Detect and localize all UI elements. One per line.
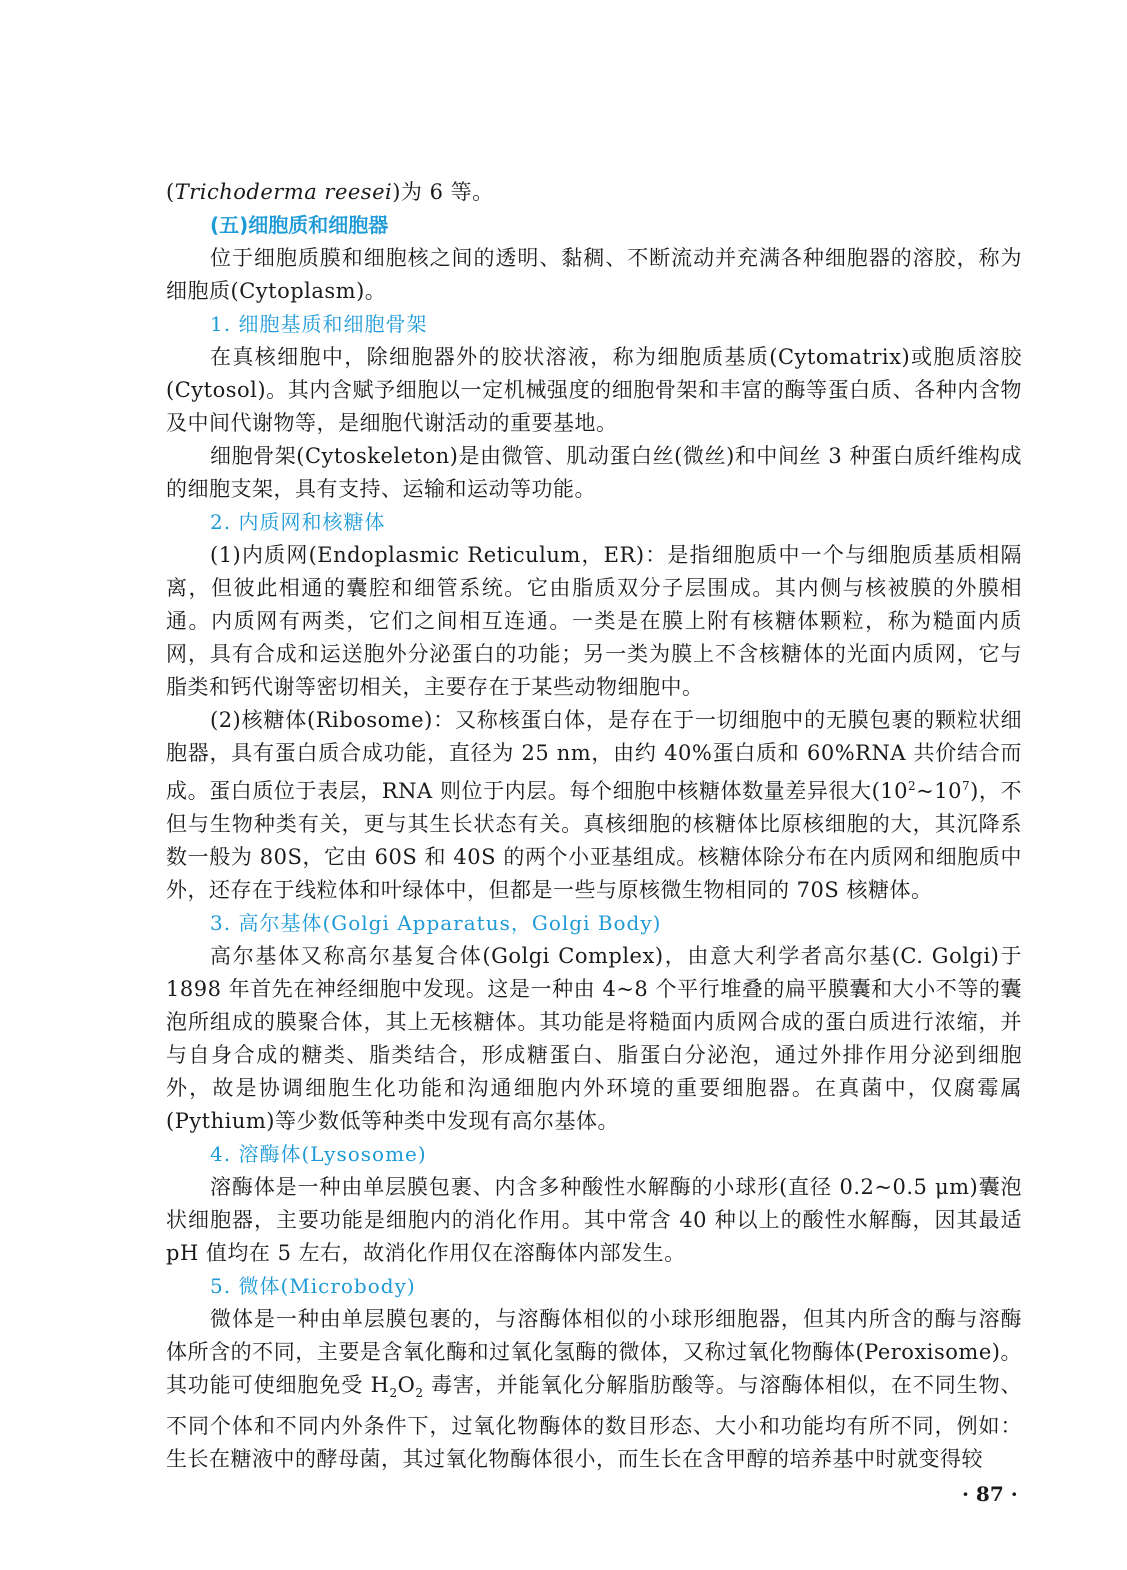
paragraph-cytoplasm: 位于细胞质膜和细胞核之间的透明、黏稠、不断流动并充满各种细胞器的溶胶，称为细胞质(Cytoplasm)。 xyxy=(166,246,1022,303)
paragraph-cytomatrix: 在真核细胞中，除细胞器外的胶状溶液，称为细胞质基质(Cytomatrix)或胞质溶胶(Cytosol)。其内含赋予细胞以一定机械强度的细胞骨架和丰富的酶等蛋白质、各种内含物及中间代谢物等，是细胞代谢活动的重要基地。 xyxy=(166,345,1022,435)
subheading-er-ribosome: 2. 内质网和核糖体 xyxy=(210,510,386,534)
subheading-microbody: 5. 微体(Microbody) xyxy=(210,1274,416,1298)
subheading-cytomatrix: 1. 细胞基质和细胞骨架 xyxy=(210,312,428,336)
paragraph-golgi: 高尔基体又称高尔基复合体(Golgi Complex)，由意大利学者高尔基(C. Golgi)于 1898 年首先在神经细胞中发现。这是一种由 4~8 个平行堆叠的扁平膜囊和大小不等的囊泡所组成的膜聚合体，其上无核糖体。其功能是将糙面内质网合成的蛋白质进行浓缩，并与自身合成的糖类、脂类结合，形成糖蛋白、脂蛋白分泌泡，通过外排作用分泌到细胞外，故是协调细胞生化功能和沟通细胞内外环境的重要细胞器。在真菌中，仅腐霉属(Pythium)等少数低等种类中发现有高尔基体。 xyxy=(166,944,1022,1133)
paragraph-continuation: (Trichoderma reesei)为 6 等。 xyxy=(166,180,494,204)
paragraph-er: (1)内质网(Endoplasmic Reticulum，ER)：是指细胞质中一个与细胞质基质相隔离，但彼此相通的囊腔和细管系统。它由脂质双分子层围成。其内侧与核被膜的外膜相通。内质网有两类，它们之间相互连通。一类是在膜上附有核糖体颗粒，称为糙面内质网，具有合成和运送胞外分泌蛋白的功能；另一类为膜上不含核糖体的光面内质网，它与脂类和钙代谢等密切相关，主要存在于某些动物细胞中。 xyxy=(166,543,1022,699)
paragraph-ribosome: (2)核糖体(Ribosome)：又称核蛋白体，是存在于一切细胞中的无膜包裹的颗粒状细胞器，具有蛋白质合成功能，直径为 25 nm，由约 40%蛋白质和 60%RNA 共价结合而成。蛋白质位于表层，RNA 则位于内层。每个细胞中核糖体数量差异很大$(10^2\sim 10^7)$，不但与生物种类有关，更与其生长状态有关。真核细胞的核糖体比原核细胞的大，其沉降系数一般为 80S，它由 60S 和 40S 的两个小亚基组成。核糖体除分布在内质网和细胞质中外，还存在于线粒体和叶绿体中，但都是一些与原核微生物相同的 70S 核糖体。 xyxy=(166,708,1022,902)
subheading-lysosome: 4. 溶酶体(Lysosome) xyxy=(210,1142,427,1166)
section-heading-cytoplasm: (五)细胞质和细胞器 xyxy=(210,213,389,237)
paragraph-microbody: 微体是一种由单层膜包裹的，与溶酶体相似的小球形细胞器，但其内所含的酶与溶酶体所含的不同，主要是含氧化酶和过氧化氢酶的微体，又称过氧化物酶体(Peroxisome)。其功能可使细胞免受 $H_2O_2$ 毒害，并能氧化分解脂肪酸等。与溶酶体相似，在不同生物、不同个体和不同内外条件下，过氧化物酶体的数目形态、大小和功能均有所不同，例如：生长在糖液中的酵母菌，其过氧化物酶体很小，而生长在含甲醇的培养基中时就变得较 xyxy=(166,1307,1022,1472)
species-name: Trichoderma reesei xyxy=(174,180,393,204)
paragraph-lysosome: 溶酶体是一种由单层膜包裹、内含多种酸性水解酶的小球形(直径 0.2~0.5 μm)囊泡状细胞器，主要功能是细胞内的消化作用。其中常含 40 种以上的酸性水解酶，因其最适 pH 值均在 5 左右，故消化作用仅在溶酶体内部发生。 xyxy=(166,1175,1022,1265)
paragraph-cytoskeleton: 细胞骨架(Cytoskeleton)是由微管、肌动蛋白丝(微丝)和中间丝 3 种蛋白质纤维构成的细胞支架，具有支持、运输和运动等功能。 xyxy=(166,444,1022,501)
page-body xyxy=(166,176,1022,1476)
subheading-golgi: 3. 高尔基体(Golgi Apparatus，Golgi Body) xyxy=(210,911,662,935)
page-number: · 87 · xyxy=(962,1482,1018,1506)
